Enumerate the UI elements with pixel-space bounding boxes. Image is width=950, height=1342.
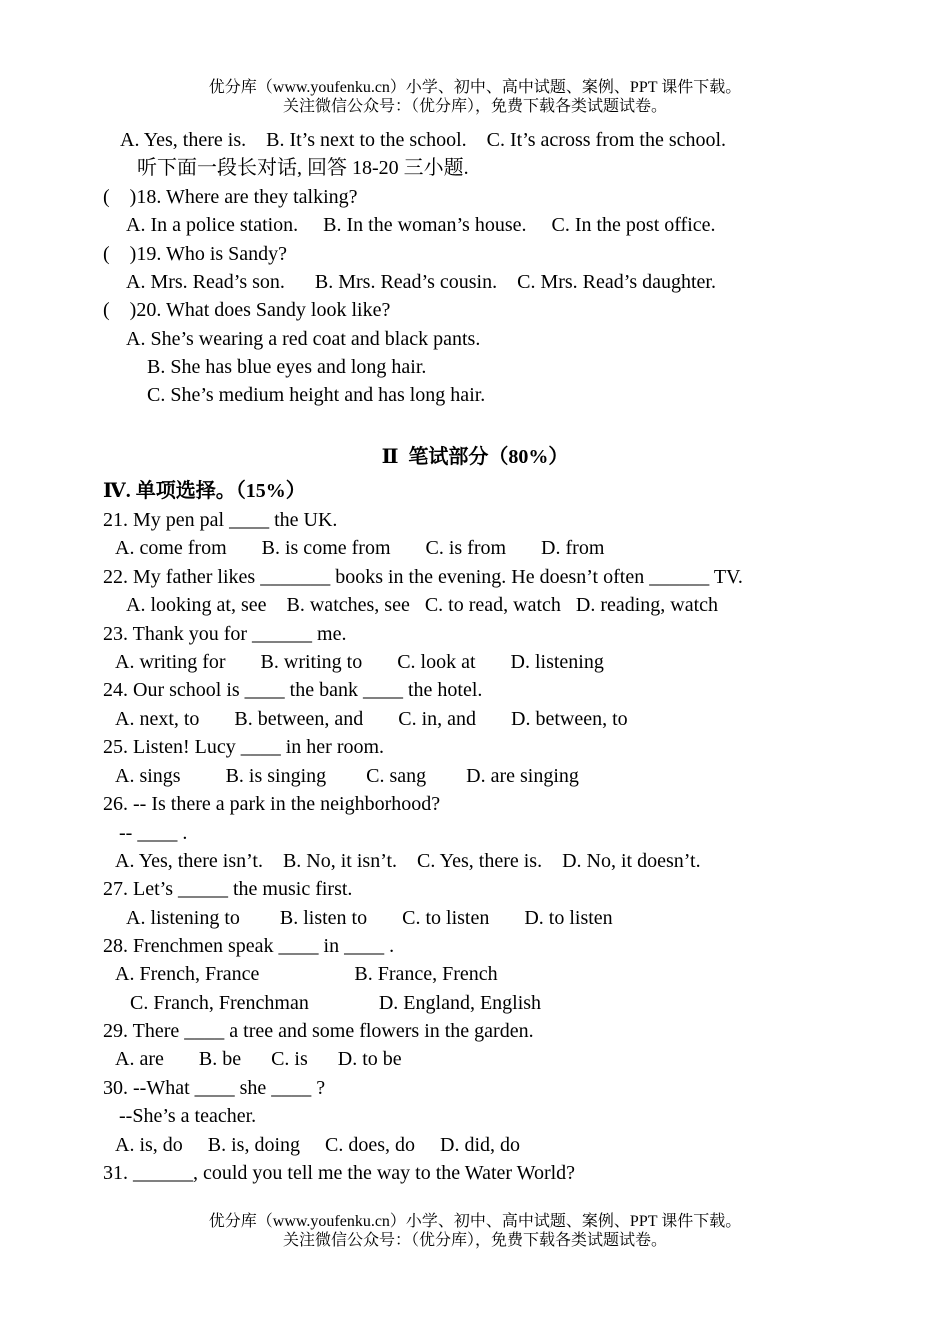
- q25-options: A. sings B. is singing C. sang D. are singing: [115, 765, 579, 787]
- q28-stem: 28. Frenchmen speak ____ in ____ .: [103, 935, 395, 957]
- q25-stem: 25. Listen! Lucy ____ in her room.: [103, 736, 385, 758]
- q19-stem: ( )19. Who is Sandy?: [103, 243, 288, 265]
- footer-line-2: 关注微信公众号：（优分库），免费下载各类试题试卷。: [282, 1232, 667, 1249]
- q21-stem: 21. My pen pal ____ the UK.: [103, 509, 338, 531]
- q20-option-c: C. She’s medium height and has long hair.: [147, 384, 486, 406]
- q29-options: A. are B. be C. is D. to be: [115, 1048, 402, 1070]
- q20-option-b: B. She has blue eyes and long hair.: [147, 356, 427, 378]
- q30-options: A. is, do B. is, doing C. does, do D. did, do: [115, 1134, 521, 1156]
- part2-title: Ⅱ 笔试部分（80%）: [381, 446, 569, 468]
- q26-reply: -- ____ .: [119, 822, 188, 844]
- q26-stem: 26. -- Is there a park in the neighborhood?: [103, 793, 441, 815]
- q29-stem: 29. There ____ a tree and some flowers in the garden.: [103, 1020, 534, 1042]
- header-line-2: 关注微信公众号：（优分库），免费下载各类试题试卷。: [282, 98, 667, 115]
- q28-options-ab: A. French, France B. France, French: [115, 963, 498, 985]
- q21-options: A. come from B. is come from C. is from D. from: [115, 537, 605, 559]
- q27-stem: 27. Let’s _____ the music first.: [103, 878, 353, 900]
- q20-option-a: A. She’s wearing a red coat and black pants.: [126, 328, 481, 350]
- q24-options: A. next, to B. between, and C. in, and D. between, to: [115, 708, 628, 730]
- q20-stem: ( )20. What does Sandy look like?: [103, 299, 391, 321]
- q18-options: A. In a police station. B. In the woman’s house. C. In the post office.: [126, 214, 716, 236]
- q19-options: A. Mrs. Read’s son. B. Mrs. Read’s cousin. C. Mrs. Read’s daughter.: [126, 271, 716, 293]
- q30-reply: --She’s a teacher.: [119, 1105, 257, 1127]
- q27-options: A. listening to B. listen to C. to listen D. to listen: [126, 907, 613, 929]
- q23-options: A. writing for B. writing to C. look at D. listening: [115, 651, 604, 673]
- q22-stem: 22. My father likes _______ books in the evening. He doesn’t often ______ TV.: [103, 566, 743, 588]
- q28-options-cd: C. Franch, Frenchman D. England, English: [130, 992, 542, 1014]
- listening-instruction: 听下面一段长对话, 回答 18-20 三小题.: [137, 157, 469, 179]
- q22-options: A. looking at, see B. watches, see C. to read, watch D. reading, watch: [126, 594, 719, 616]
- q30-stem: 30. --What ____ she ____ ?: [103, 1077, 326, 1099]
- header-line-1: 优分库（www.youfenku.cn）小学、初中、高中试题、案例、PPT 课件下载。: [208, 79, 742, 96]
- q18-stem: ( )18. Where are they talking?: [103, 186, 358, 208]
- q24-stem: 24. Our school is ____ the bank ____ the hotel.: [103, 679, 483, 701]
- q17-options: A. Yes, there is. B. It’s next to the school. C. It’s across from the school.: [120, 129, 727, 151]
- q26-options: A. Yes, there isn’t. B. No, it isn’t. C. Yes, there is. D. No, it doesn’t.: [115, 850, 701, 872]
- section4-title: Ⅳ. 单项选择。（15%）: [103, 480, 306, 502]
- q23-stem: 23. Thank you for ______ me.: [103, 623, 347, 645]
- footer-line-1: 优分库（www.youfenku.cn）小学、初中、高中试题、案例、PPT 课件下载。: [208, 1213, 742, 1230]
- q31-stem: 31. ______, could you tell me the way to the Water World?: [103, 1162, 576, 1184]
